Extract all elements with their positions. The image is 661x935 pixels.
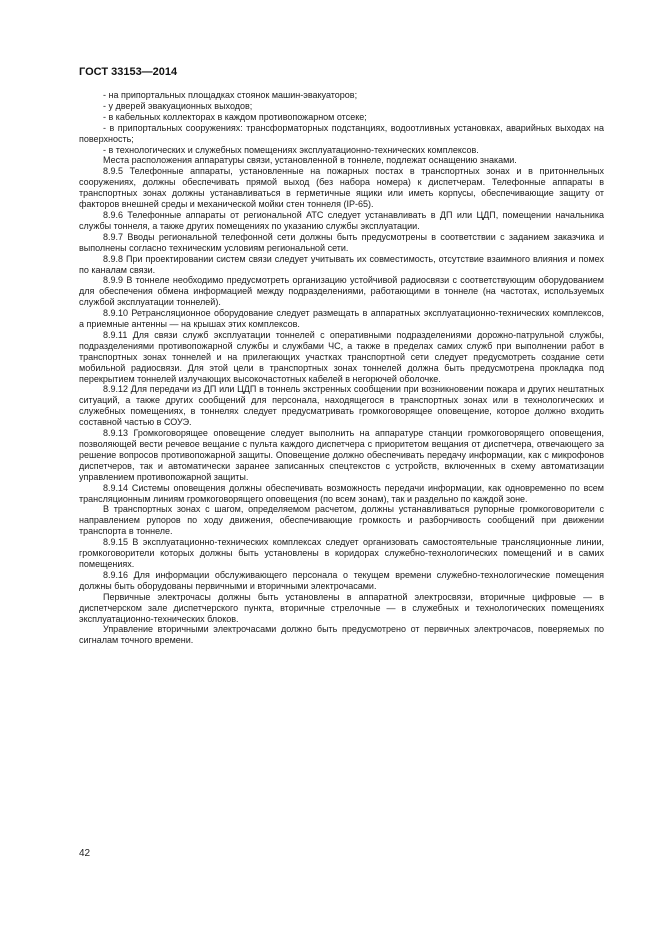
paragraph-8-9-12: 8.9.12 Для передачи из ДП или ЦДП в тоннель экстренных сообщении при возникновении пожара и других нештатных ситуаций, а также других сообщений для персонала, находящегося в транспортных зонах или в технологических и служебных помещениях, в тоннелях следует предусматривать громкоговорящее оповещение, которое должно входить составной частью в СОУЭ. <box>79 384 604 428</box>
page-number: 42 <box>79 848 91 859</box>
list-item: - в технологических и служебных помещениях эксплуатационно-технических комплексов. <box>103 144 479 155</box>
paragraph-8-9-6: 8.9.6 Телефонные аппараты от региональной АТС следует устанавливать в ДП или ЦДП, помещении начальника службы тоннеля, а также других помещениях по указанию службы эксплуатации. <box>79 209 604 231</box>
list-item: - у дверей эвакуационных выходов; <box>103 100 253 111</box>
paragraph: В транспортных зонах с шагом, определяемом расчетом, должны устанавливаться рупорные громкоговорители с направлением рупоров по ходу движения, обеспечивающие громкость и разборчивость сообщений при движении транспорта в тоннеле. <box>79 504 604 537</box>
paragraph-8-9-10: 8.9.10 Ретрансляционное оборудование следует размещать в аппаратных эксплуатационно-технических комплексов, а приемные антенны — на крышах этих комплексов. <box>79 308 604 330</box>
paragraph-8-9-13: 8.9.13 Громкоговорящее оповещение следует выполнить на аппаратуре станции громкоговорящего оповещения, позволяющей вести речевое вещание с пульта каждого диспетчера с приоритетом вещания от диспетчера, отвечающего за решение вопросов противопожарной защиты. Оповещение должно обеспечивать передачу информации, как с микрофонов диспетчеров, так и автоматически заранее записанных спецтекстов с устройств, включенных в схему автоматизации управлением противопожарной защиты. <box>79 428 604 482</box>
standard-header: ГОСТ 33153—2014 <box>79 66 178 78</box>
list-item: - в припортальных сооружениях: трансформаторных подстанциях, водоотливных установках, аварийных выходах на поверхность; <box>79 122 604 144</box>
paragraph: Первичные электрочасы должны быть установлены в аппаратной электросвязи, вторичные цифровые — в диспетчерском зале диспетчерского пункта, вторичные стрелочные — в служебных и технологических помещениях эксплуатационно-технических блоков. <box>79 591 604 624</box>
paragraph-8-9-14: 8.9.14 Системы оповещения должны обеспечивать возможность передачи информации, как одновременно по всем трансляционным линиям громкоговорящего оповещения (по всем зонам), так и раздельно по каждой зоне. <box>79 482 604 504</box>
paragraph-8-9-5: 8.9.5 Телефонные аппараты, установленные на пожарных постах в транспортных зонах и в притоннельных сооружениях, должны обеспечивать прямой выход (без набора номера) к диспетчерам. Телефонные аппараты в транспортных зонах должны устанавливаться в герметичные ящики или иметь корпусы, обеспечивающие защиту от факторов внешней среды и механической мойки стен тоннеля (IP-65). <box>79 166 604 210</box>
paragraph: Управление вторичными электрочасами должно быть предусмотрено от первичных электрочасов, поверяемых по сигналам точного времени. <box>79 624 604 646</box>
paragraph-8-9-16: 8.9.16 Для информации обслуживающего персонала о текущем времени служебно-технологические помещения должны быть оборудованы первичными и вторичными электрочасами. <box>79 569 604 591</box>
paragraph-8-9-11: 8.9.11 Для связи служб эксплуатации тоннелей с оперативными подразделениями дорожно-патрульной службы, подразделениями противопожарной службы и службами ЧС, а также в пределах самих служб при выполнении работ в транспортных зонах тоннелей и на прилегающих участках транспортной сети следует предусмотреть создание сети мобильной радиосвязи. Для этой цели в транспортных зонах тоннелей должна быть предусмотрена прокладка под перекрытием тоннелей излучающих высокочастотных кабелей в негорючей оболочке. <box>79 329 604 384</box>
paragraph-8-9-9: 8.9.9 В тоннеле необходимо предусмотреть организацию устойчивой радиосвязи с соответствующим оборудованием для обеспечения обмена информацией между подразделениями, работающими в тоннеле (на частотах, используемых службой эксплуатации тоннелей). <box>79 275 604 308</box>
list-item: - на припортальных площадках стоянок машин-эвакуаторов; <box>103 90 358 100</box>
paragraph: Места расположения аппаратуры связи, установленной в тоннеле, подлежат оснащению знаками. <box>103 155 517 166</box>
paragraph-8-9-7: 8.9.7 Вводы региональной телефонной сети должны быть предусмотрены в соответствии с заданием заказчика и выполнены согласно техническим условиям региональной сети. <box>79 231 604 253</box>
paragraph-8-9-15: 8.9.15 В эксплуатационно-технических комплексах следует организовать самостоятельные трансляционные линии, громкоговорители которых должны быть установлены в коридорах служебно-технологических помещений и в самих помещениях. <box>79 537 604 569</box>
body-text <box>79 90 604 646</box>
list-item: - в кабельных коллекторах в каждом противопожарном отсеке; <box>103 111 367 122</box>
paragraph-8-9-8: 8.9.8 При проектировании систем связи следует учитывать их совместимость, отсутствие взаимного влияния и помех по каналам связи. <box>79 253 604 275</box>
